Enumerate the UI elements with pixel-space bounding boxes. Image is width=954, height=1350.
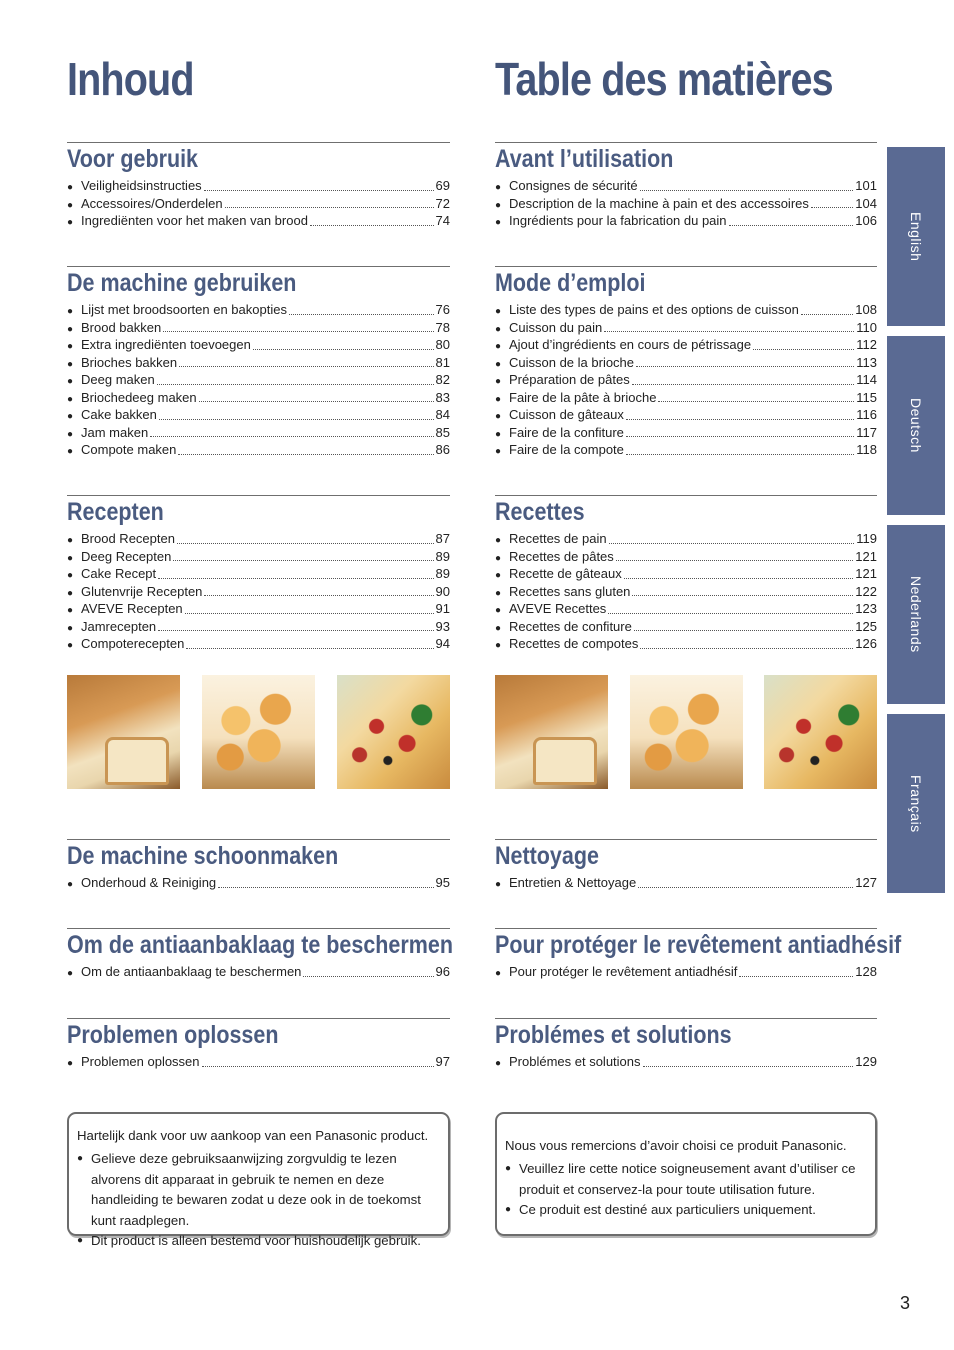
toc-item-label: Ingrédients pour la fabrication du pain [509, 213, 727, 228]
toc-section [495, 839, 877, 892]
toc-list [67, 177, 450, 230]
toc-page-number: 108 [855, 302, 877, 317]
toc-page-number: 128 [855, 964, 877, 979]
bullet-icon: ● [495, 306, 502, 317]
dot-leader [643, 1066, 854, 1067]
dot-leader [640, 648, 853, 649]
bullet-icon: ● [495, 535, 502, 546]
dot-leader [158, 578, 433, 579]
photo-strip [495, 675, 877, 789]
toc-item-label: Onderhoud & Reiniging [81, 875, 217, 890]
dot-leader [626, 436, 854, 437]
bread-photo [495, 675, 608, 789]
toc-item-label: Pour protéger le revêtement antiadhésif [509, 964, 738, 979]
notice-intro: Nous vous remercions d’avoir choisi ce produit Panasonic. [505, 1138, 847, 1153]
toc-page-number: 104 [855, 195, 877, 211]
toc-item-label: Ingrediënten voor het maken van brood [81, 213, 308, 228]
toc-page-number: 90 [435, 583, 450, 599]
toc-page-number: 129 [855, 1054, 877, 1069]
toc-item[interactable] [495, 195, 877, 213]
bullet-icon: ● [67, 341, 74, 352]
toc-item[interactable] [495, 389, 877, 407]
bullet-icon: ● [67, 428, 74, 440]
toc-page-number: 123 [855, 601, 877, 616]
toc-page-number: 110 [856, 319, 877, 335]
bullet-icon: ● [495, 182, 502, 193]
toc-item-label: Préparation de pâtes [509, 372, 630, 387]
photo-strip [67, 675, 450, 789]
dot-leader [150, 436, 433, 437]
bullet-icon: ● [495, 552, 502, 564]
toc-item-label: Description de la machine à pain et des accessoires [509, 195, 809, 211]
dot-leader [310, 225, 434, 226]
toc-item[interactable] [495, 530, 877, 548]
toc-item-label: Brood Recepten [81, 531, 175, 546]
toc-item[interactable] [67, 336, 450, 354]
notice-bullet: ● Veuillez lire cette notice soigneusement avant d’utiliser ce produit et conservez-la pour toute utilisation future. [505, 1159, 867, 1200]
toc-item[interactable] [495, 583, 877, 601]
dot-leader [303, 976, 433, 977]
toc-page-number: 89 [435, 548, 450, 564]
bullet-icon: ● [67, 182, 74, 193]
dot-leader [632, 384, 855, 385]
toc-item-label: Faire de la pâte à brioche [509, 389, 657, 405]
tab-label: Deutsch [908, 398, 924, 453]
toc-item-label: Compoterecepten [81, 636, 185, 651]
toc-item[interactable] [495, 600, 877, 618]
toc-list [67, 301, 450, 459]
toc-item-label: Liste des types de pains et des options de cuisson [509, 302, 799, 317]
dot-leader [159, 419, 434, 420]
toc-list [495, 530, 877, 653]
bullet-icon: ● [67, 587, 74, 599]
dot-leader [624, 578, 854, 579]
toc-section [495, 266, 877, 459]
toc-page-number: 125 [855, 618, 877, 634]
section-heading: Pour protéger le revêtement antiadhésif [495, 931, 902, 959]
dot-leader [632, 595, 853, 596]
dot-leader [658, 401, 854, 402]
dot-leader [609, 543, 855, 544]
toc-section [495, 1018, 877, 1071]
toc-item-label: Cake Recept [81, 566, 157, 581]
toc-page-number: 114 [856, 372, 877, 387]
toc-item[interactable] [67, 548, 450, 566]
toc-item-label: Extra ingrediënten toevoegen [81, 337, 251, 352]
toc-item-label: Recettes de pâtes [509, 548, 614, 564]
toc-section [67, 142, 450, 230]
toc-page-number: 127 [855, 875, 877, 890]
bullet-icon: ● [67, 1058, 74, 1069]
toc-page-number: 78 [435, 319, 450, 335]
toc-item[interactable] [495, 548, 877, 566]
dot-leader [638, 887, 853, 888]
toc-item[interactable] [495, 963, 877, 981]
toc-item[interactable] [495, 354, 877, 372]
toc-section [495, 495, 877, 653]
dot-leader [185, 613, 434, 614]
toc-page-number: 96 [435, 964, 450, 979]
toc-item-label: Briochedeeg maken [81, 389, 197, 405]
toc-item[interactable] [67, 319, 450, 337]
dot-leader [604, 331, 854, 332]
toc-page-number: 81 [435, 354, 450, 370]
toc-item[interactable] [495, 441, 877, 459]
tab-nederlands[interactable] [887, 525, 945, 704]
toc-page-number: 116 [856, 407, 877, 422]
section-heading: Recepten [67, 498, 164, 526]
toc-page-number: 93 [435, 618, 450, 634]
dot-leader [179, 366, 433, 367]
dot-leader [753, 349, 854, 350]
toc-page-number: 119 [856, 531, 877, 546]
toc-item[interactable] [67, 301, 450, 319]
toc-item-label: Lijst met broodsoorten en bakopties [81, 302, 287, 317]
bullet-icon: ● [495, 217, 502, 228]
dot-leader [253, 349, 434, 350]
toc-page-number: 117 [856, 424, 877, 440]
notice-intro: Hartelijk dank voor uw aankoop van een Panasonic product. [77, 1128, 429, 1143]
toc-item-label: Cuisson du pain [509, 319, 603, 335]
section-heading: Problemen oplossen [67, 1021, 279, 1049]
toc-page-number: 86 [435, 442, 450, 457]
toc-item[interactable] [67, 354, 450, 372]
toc-item[interactable] [495, 177, 877, 195]
dot-leader [636, 366, 854, 367]
toc-list [67, 530, 450, 653]
toc-page-number: 122 [855, 583, 877, 599]
bullet-icon: ● [67, 622, 74, 634]
toc-page-number: 80 [435, 337, 450, 352]
bullet-icon: ● [495, 358, 502, 370]
toc-page-number: 121 [855, 566, 877, 581]
toc-item[interactable] [495, 874, 877, 892]
notice-bullet: ● Ce produit est destiné aux particuliers uniquement. [505, 1200, 867, 1221]
bullet-icon: ● [67, 968, 74, 979]
brioche-photo [630, 675, 743, 789]
toc-item[interactable] [67, 874, 450, 892]
bullet-icon: ● [67, 217, 74, 228]
bullet-icon: ● [495, 341, 502, 352]
toc-item[interactable] [67, 389, 450, 407]
tab-francais[interactable] [887, 714, 945, 893]
pizza-photo [764, 675, 877, 789]
toc-item[interactable] [67, 177, 450, 195]
dot-leader [218, 887, 433, 888]
toc-item[interactable] [495, 336, 877, 354]
dot-leader [225, 207, 434, 208]
toc-item[interactable] [67, 371, 450, 389]
dot-leader [163, 331, 433, 332]
toc-page-number: 106 [855, 213, 877, 228]
toc-item-label: Accessoires/Onderdelen [81, 195, 223, 211]
dot-leader [616, 560, 854, 561]
dot-leader [811, 207, 853, 208]
toc-page-number: 115 [856, 389, 877, 405]
toc-item[interactable] [495, 212, 877, 230]
toc-page-number: 69 [435, 178, 450, 193]
toc-page-number: 87 [435, 531, 450, 546]
toc-item[interactable] [67, 600, 450, 618]
toc-section [495, 928, 902, 981]
toc-page-number: 97 [435, 1054, 450, 1069]
toc-item-label: AVEVE Recettes [509, 601, 607, 616]
dot-leader [801, 314, 854, 315]
toc-page-number: 126 [855, 636, 877, 651]
toc-item-label: Consignes de sécurité [509, 178, 638, 193]
bullet-icon: ● [495, 411, 502, 422]
dot-leader [173, 560, 433, 561]
brioche-photo [202, 675, 315, 789]
bullet-icon: ● [67, 640, 74, 651]
toc-item[interactable] [67, 635, 450, 653]
bullet-icon: ● [495, 879, 502, 890]
toc-item-label: Cuisson de gâteaux [509, 407, 624, 422]
tab-label: Français [908, 774, 924, 833]
toc-item-label: Entretien & Nettoyage [509, 875, 637, 890]
bullet-icon: ● [495, 1058, 502, 1069]
toc-list [495, 1053, 877, 1071]
dot-leader [289, 314, 434, 315]
section-heading: Voor gebruik [67, 145, 199, 173]
toc-item[interactable] [67, 1053, 450, 1071]
toc-item-label: Deeg maken [81, 372, 155, 387]
toc-item[interactable] [67, 424, 450, 442]
toc-item[interactable] [67, 441, 450, 459]
page-title-nl: Inhoud [67, 53, 194, 105]
notice-bullet: ● Dit product is alleen bestemd voor huishoudelijk gebruik. [77, 1231, 440, 1252]
notice-bullet: ● Gelieve deze gebruiksaanwijzing zorgvuldig te lezen alvorens dit apparaat in gebruik te nemen en deze handleiding te bewaren zodat u deze ook in de toekomst kunt raadplegen. [77, 1149, 440, 1231]
bullet-icon: ● [495, 640, 502, 651]
tab-deutsch[interactable] [887, 336, 945, 515]
toc-item-label: Faire de la confiture [509, 424, 624, 440]
toc-page-number: 101 [855, 178, 877, 193]
toc-section [495, 142, 877, 230]
toc-page-number: 112 [856, 337, 877, 352]
toc-item[interactable] [495, 1053, 877, 1071]
dot-leader [158, 630, 433, 631]
toc-item-label: Brood bakken [81, 319, 162, 335]
dot-leader [626, 454, 854, 455]
bullet-icon: ● [67, 358, 74, 370]
dot-leader [608, 613, 853, 614]
toc-page-number: 76 [435, 302, 450, 317]
toc-section [67, 1018, 450, 1071]
bullet-icon: ● [495, 199, 502, 211]
bullet-icon: ● [495, 376, 502, 387]
bullet-icon: ● [67, 323, 74, 335]
toc-section [67, 495, 450, 653]
toc-item-label: Recettes sans gluten [509, 583, 631, 599]
section-heading: Recettes [495, 498, 585, 526]
toc-item-label: Recettes de compotes [509, 636, 639, 651]
dot-leader [178, 454, 433, 455]
toc-item[interactable] [495, 565, 877, 583]
toc-page-number: 74 [435, 213, 450, 228]
toc-item[interactable] [495, 319, 877, 337]
toc-list [67, 874, 450, 892]
tab-label: Nederlands [908, 576, 924, 653]
toc-item[interactable] [67, 195, 450, 213]
toc-list [495, 874, 877, 892]
toc-item-label: Problémes et solutions [509, 1054, 641, 1069]
bullet-icon: ● [495, 968, 502, 979]
toc-item[interactable] [67, 583, 450, 601]
bullet-icon: ● [67, 376, 74, 387]
toc-item[interactable] [67, 963, 450, 981]
toc-page-number: 121 [855, 548, 877, 564]
section-heading: Nettoyage [495, 842, 599, 870]
toc-item-label: Recette de gâteaux [509, 566, 622, 581]
toc-item-label: Problemen oplossen [81, 1054, 200, 1069]
dot-leader [204, 595, 433, 596]
toc-list [67, 1053, 450, 1071]
toc-page-number: 85 [435, 424, 450, 440]
section-heading: Om de antiaanbaklaag te beschermen [67, 931, 453, 959]
bullet-icon: ● [495, 428, 502, 440]
bullet-icon: ● [67, 411, 74, 422]
toc-page-number: 84 [435, 407, 450, 422]
toc-item[interactable] [67, 530, 450, 548]
notice-box-fr [495, 1112, 877, 1236]
toc-item-label: Compote maken [81, 442, 177, 457]
toc-list [67, 963, 450, 981]
tab-english[interactable] [887, 147, 945, 326]
toc-item[interactable] [495, 301, 877, 319]
toc-item-label: Glutenvrije Recepten [81, 583, 203, 599]
bullet-icon: ● [67, 306, 74, 317]
toc-item-label: Ajout d’ingrédients en cours de pétrissage [509, 337, 752, 352]
toc-item-label: Cuisson de la brioche [509, 354, 635, 370]
toc-page-number: 91 [435, 601, 450, 616]
bullet-icon: ● [495, 622, 502, 634]
toc-section [67, 839, 450, 892]
bullet-icon: ● [67, 879, 74, 890]
toc-item[interactable] [67, 618, 450, 636]
dot-leader [204, 190, 434, 191]
section-heading: Avant l’utilisation [495, 145, 674, 173]
toc-item-label: Deeg Recepten [81, 548, 172, 564]
toc-list [495, 963, 877, 981]
toc-item-label: Veiligheidsinstructies [81, 178, 202, 193]
section-heading: De machine gebruiken [67, 269, 297, 297]
dot-leader [177, 543, 434, 544]
page-number: 3 [900, 1293, 911, 1313]
toc-page-number: 89 [435, 566, 450, 581]
dot-leader [202, 1066, 434, 1067]
toc-page-number: 95 [435, 875, 450, 890]
toc-item[interactable] [495, 406, 877, 424]
toc-page-number: 82 [435, 372, 450, 387]
toc-page-number: 118 [856, 442, 877, 457]
toc-item[interactable] [495, 635, 877, 653]
bullet-icon: ● [67, 570, 74, 581]
dot-leader [634, 630, 853, 631]
bullet-icon: ● [67, 446, 74, 457]
toc-section [67, 928, 453, 981]
bullet-icon: ● [67, 199, 74, 211]
toc-item-label: Brioches bakken [81, 354, 178, 370]
page-title-fr: Table des matières [495, 53, 833, 105]
bullet-icon: ● [495, 323, 502, 335]
dot-leader [157, 384, 434, 385]
bullet-icon: ● [67, 393, 74, 405]
toc-item[interactable] [495, 371, 877, 389]
toc-item-label: Om de antiaanbaklaag te beschermen [81, 964, 302, 979]
toc-page-number: 94 [435, 636, 450, 651]
toc-item-label: Cake bakken [81, 407, 157, 422]
toc-item-label: AVEVE Recepten [81, 601, 183, 616]
toc-item[interactable] [495, 424, 877, 442]
dot-leader [640, 190, 854, 191]
tab-label: English [908, 211, 924, 262]
section-heading: Mode d’emploi [495, 269, 646, 297]
toc-page-number: 113 [856, 354, 877, 370]
notice-box-nl [67, 1112, 450, 1249]
toc-item[interactable] [67, 212, 450, 230]
toc-item[interactable] [67, 406, 450, 424]
toc-item-label: Recettes de pain [509, 531, 607, 546]
bullet-icon: ● [67, 535, 74, 546]
toc-section [67, 266, 450, 459]
toc-item-label: Jam maken [81, 424, 149, 440]
bullet-icon: ● [495, 393, 502, 405]
toc-list [495, 177, 877, 230]
bullet-icon: ● [67, 552, 74, 564]
toc-item-label: Jamrecepten [81, 618, 157, 634]
toc-item[interactable] [67, 565, 450, 583]
pizza-photo [337, 675, 450, 789]
dot-leader [729, 225, 854, 226]
bread-photo [67, 675, 180, 789]
section-heading: De machine schoonmaken [67, 842, 339, 870]
toc-page-number: 83 [435, 389, 450, 405]
dot-leader [739, 976, 853, 977]
dot-leader [186, 648, 433, 649]
section-heading: Problémes et solutions [495, 1021, 732, 1049]
toc-item-label: Recettes de confiture [509, 618, 632, 634]
toc-item[interactable] [495, 618, 877, 636]
dot-leader [199, 401, 434, 402]
toc-list [495, 301, 877, 459]
bullet-icon: ● [495, 605, 502, 616]
bullet-icon: ● [67, 605, 74, 616]
bullet-icon: ● [495, 587, 502, 599]
dot-leader [626, 419, 854, 420]
bullet-icon: ● [495, 570, 502, 581]
toc-item-label: Faire de la compote [509, 442, 624, 457]
toc-page-number: 72 [435, 195, 450, 211]
bullet-icon: ● [495, 446, 502, 457]
